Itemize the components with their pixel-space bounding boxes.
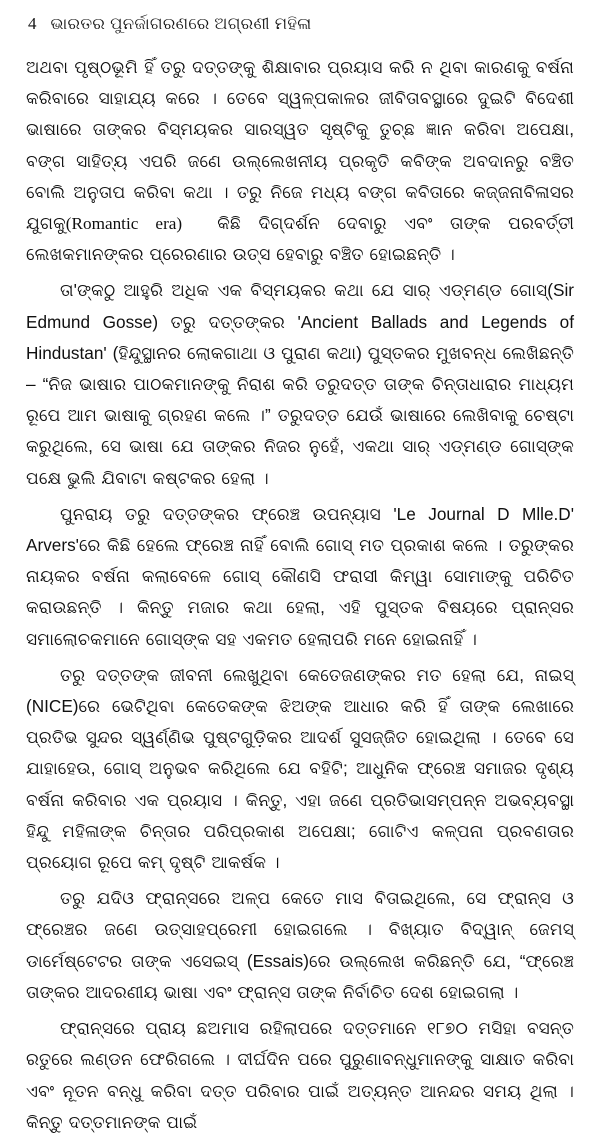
paragraph-3: ପୁନରାୟ ତରୁ ଦତ୍ତଙ୍କର ଫ୍ରେଞ୍ଚ ଉପନ୍ୟାସ 'Le Journal D Mlle.D' Arvers'ରେ କିଛି ହେଲେ ଫ୍ରେଞ୍ଚ ନାହିଁ ବୋଲି ଗୋସ୍‌ ମତ ପ୍ରକାଶ କଲେ । ତରୁଙ୍କର ନାୟକର ବର୍ଷନା କଲାବେଳେ ଗୋସ୍‌ କୌଣସି ଫରାସୀ କିମ୍ୱା ସୋମାଙ୍କୁ ପରିଚିତ କରାଉଛନ୍ତି । କିନ୍ତୁ ମଜାର କଥା ହେଲା, ଏହି ପୁସ୍ତକ ବିଷୟରେ ପ୍ରାନ୍ସର ସମାଲୋଚକମାନେ ଗୋସ୍‌ଙ୍କ ସହ ଏକମତ ହେଲାପରି ମନେ ହୋଇନାହିଁ ।	[26, 503, 574, 649]
paragraph-6: ଫ୍ରାନ୍ସରେ ପ୍ରାୟ ଛଅମାସ ରହିଲାପରେ ଦତ୍ତମାନେ ୧୮୭୦ ମସିହା ବସନ୍ତ ରତୁରେ ଲଣ୍ଡନ ଫେରିଗଲେ । ଦୀର୍ଘଦିନ ପରେ ପୁରୁଣାବନ୍ଧୁମାନଙ୍କୁ ସାକ୍ଷାତ କରିବା ଏବଂ ନୂତନ ବନ୍ଧୁ କରିବା ଦତ୍ତ ପରିବାର ପାଇଁ ଅତ୍ୟନ୍ତ ଆନନ୍ଦର ସମୟ ଥିଲା । କିନ୍ତୁ ଦତ୍ତମାନଙ୍କ ପାଇଁ	[26, 1018, 574, 1132]
page-header	[26, 14, 574, 34]
paragraph-1-latin: (Romantic era)	[65, 214, 183, 234]
page-body	[26, 52, 574, 1138]
paragraph-1	[26, 52, 574, 270]
running-head: ଭାରତର ପୁନର୍ଜାଗରଣରେ ଅଗ୍ରଣୀ ମହିଳା	[50, 15, 312, 33]
page-number: 4	[28, 14, 37, 33]
paragraph-2: ତା'ଙ୍କଠୁ ଆହୁରି ଅଧିକ ଏକ ବିସ୍ମୟକର କଥା ଯେ ସାର୍ ଏଡ୍‌ମଣ୍ଡ ଗୋସ୍‌(Sir Edmund Gosse) ତରୁ ଦତ୍ତଙ୍କର 'Ancient Ballads and Legends of Hindustan' (ହିନ୍ଦୁସ୍ଥାନର ଲୋକଗାଥା ଓ ପୁରାଣ କଥା) ପୁସ୍ତକର ମୁଖବନ୍ଧ ଲେଖିଛନ୍ତି – “ନିଜ ଭାଷାର ପାଠକମାନଙ୍କୁ ନିରାଶ କରି ତରୁଦତ୍ତ ତାଙ୍କ ଚିନ୍ତାଧାରାର ମାଧ୍ୟମ ରୂପେ ଆମ ଭାଷାକୁ ଗ୍ରହଣ କଲେ ।” ତରୁଦତ୍ତ ଯେଉଁ ଭାଷାରେ ଲେଖିବାକୁ ଚେଷ୍ଟା କରୁଥିଲେ, ସେ ଭାଷା ଯେ ତାଙ୍କର ନିଜର ନୁହେଁ, ଏକଥା ସାର୍ ଏଡ୍‌ମଣ୍ଡ ଗୋସ୍‌ଙ୍କ ପକ୍ଷେ ଭୁଲି ଯିବାଟା କଷ୍ଟକର ହେଲା ।	[26, 280, 574, 488]
paragraph-5: ତରୁ ଯଦିଓ ଫ୍ରାନ୍ସରେ ଅଳ୍ପ କେତେ ମାସ ବିତାଇଥିଲେ, ସେ ଫ୍ରାନ୍ସ ଓ ଫ୍ରେଞ୍ଚର ଜଣେ ଉତ୍ସାହପ୍ରେମୀ ହୋଇଗଲେ । ବିଖ୍ୟାତ ବିଦ୍ୱାନ୍ ଜେମସ୍ ଡାର୍ମେଷ୍ଟେଟର ତାଙ୍କ ଏସେଇସ୍ (Essais)ରେ ଉଲ୍ଲେଖ କରିଛନ୍ତି ଯେ, “ଫ୍ରେଞ୍ଚ ତାଙ୍କର ଆଦରଣୀୟ ଭାଷା ଏବଂ ଫ୍ରାନ୍ସ ତାଙ୍କ ନିର୍ବାଚିତ ଦେଶ ହୋଇଗଲା ।	[26, 888, 574, 1002]
paragraph-4: ତରୁ ଦତ୍ତଙ୍କ ଜୀବନୀ ଲେଖୁଥିବା କେତେଜଣଙ୍କର ମତ ହେଲା ଯେ, ନାଇସ୍‌ (NICE)ରେ ଭେଟିଥିବା କେତେକଙ୍କ ଝିଅଙ୍କ ଆଧାର କରି ହିଁ ତାଙ୍କ ଲେଖାରେ ପ୍ରତିଭ ସୁନ୍ଦର ସ୍ୱର୍ଣ୍ଣିଭ ପୁଷ୍ଟଗୁଡ଼ିକର ଆଦର୍ଶ ସୁସଜ୍ଜିତ ହୋଇଥିଲା । ତେବେ ସେ ଯାହାହେଉ, ଗୋସ୍‌ ଅନୁଭବ କରିଥିଲେ ଯେ ବହିଟି; ଆଧୁନିକ ଫ୍ରେଞ୍ଚ ସମାଜର ଦୃଶ୍ୟ ବର୍ଷନା କରିବାର ଏକ ପ୍ରୟାସ । କିନ୍ତୁ, ଏହା ଜଣେ ପ୍ରତିଭାସମ୍ପନ୍ନ ଅଭବ୍ୟବସ୍ଥା ହିନ୍ଦୁ ମହିଳାଙ୍କ ଚିନ୍ତାର ପରିପ୍ରକାଶ ଅପେକ୍ଷା; ଗୋଟିଏ କଳ୍ପନା ପ୍ରବଣତାର ପ୍ରୟୋଗ ରୂପେ କମ୍ ଦୃଷ୍ଟି ଆକର୍ଷକ ।	[26, 664, 574, 873]
paragraph-1-text: ଅଥବା ପୃଷ୍ଠଭୂମି ହିଁ ତରୁ ଦତ୍ତଙ୍କୁ ଶିକ୍ଷାବାର ପ୍ରୟାସ କରି ନ ଥିବା କାରଣକୁ ବର୍ଷନା କରିବାରେ ସାହାଯ୍ୟ କରେ । ତେବେ ସ୍ୱଳ୍ପକାଳର ଜୀବିତାବସ୍ଥାରେ ଦୁଇଟି ବିଦେଶୀ ଭାଷାରେ ତାଙ୍କର ବିସ୍ମୟକର ସାରସ୍ୱତ ସୃଷ୍ଟିକୁ ତୁଚ୍ଛ ଜ୍ଞାନ କରିବା ଅପେକ୍ଷା, ବଙ୍ଗ ସାହିତ୍ୟ ଏପରି ଜଣେ ଉଲ୍ଲେଖନୀୟ ପ୍ରକୃତି କବିଙ୍କ ଅବଦାନରୁ ବଞ୍ଚିତ ବୋଲି ଅନୁତାପ କରିବା କଥା । ତରୁ ନିଜେ ମଧ୍ୟ ବଙ୍ଗ କବିତାରେ କଜ୍ଜନାବିଳାସର ଯୁଗକୁ	[26, 57, 574, 234]
paragraph-1-text-after: କିଛି ଦିଗ୍‌ଦର୍ଶନ ଦେବାରୁ ଏବଂ ତାଙ୍କ ପରବର୍ତ୍ତୀ ଲେଖକମାନଙ୍କର ପ୍ରେରଣାର ଉତ୍ସ ହେବାରୁ ବଞ୍ଚିତ ହୋଇଛନ୍ତି ।	[26, 213, 574, 265]
